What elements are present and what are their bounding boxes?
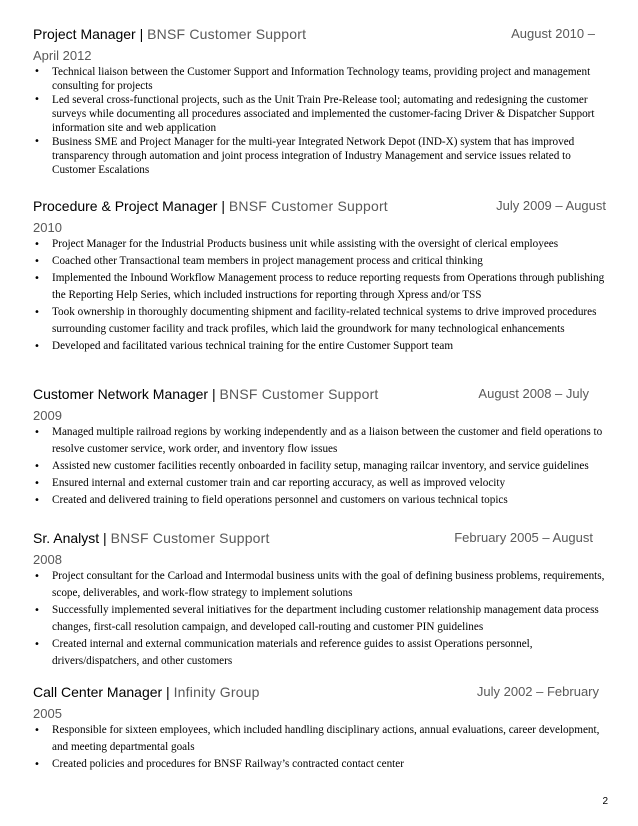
job-date-start: August 2010 –: [511, 26, 595, 41]
job-company: BNSF Customer Support: [219, 386, 379, 402]
job-date-start: February 2005 – August: [454, 530, 593, 545]
job-role: Project Manager: [33, 26, 136, 42]
job-header: [33, 530, 593, 550]
job-title: [33, 198, 388, 214]
job-entry-procedure-project-manager: [33, 198, 606, 355]
job-entry-customer-network-manager: [33, 386, 603, 509]
job-header: [33, 26, 595, 46]
job-company: Infinity Group: [173, 684, 260, 700]
job-date-end: 2010: [33, 220, 62, 235]
job-bullet: • Project consultant for the Carload and Intermodal business units with the goal of defining business problems, requirements, scope, deliverables, and work-flow strategy to implement solutions: [33, 568, 607, 602]
job-bullet: • Managed multiple railroad regions by working independently and as a liaison between the customer and field operations to resolve customer service, work order, and inventory flow issues: [33, 424, 607, 458]
job-role: Customer Network Manager: [33, 386, 209, 402]
title-separator: |: [217, 198, 229, 214]
job-entry-sr-analyst: [33, 530, 605, 670]
job-role: Procedure & Project Manager: [33, 198, 218, 214]
title-separator: |: [162, 684, 174, 700]
job-bullet-list: [33, 236, 607, 355]
job-company: BNSF Customer Support: [110, 530, 270, 546]
job-bullet: • Led several cross-functional projects, such as the Unit Train Pre-Release tool; automating and redesigning the customer surveys while documenting all procedures associated and implemented the customer-facing Driver & Dispatcher Support information site and web application: [33, 93, 607, 135]
job-bullet: • Assisted new customer facilities recently onboarded in facility setup, managing railcar inventory, and service guidelines: [33, 458, 607, 475]
job-bullet: • Implemented the Inbound Workflow Management process to reduce reporting requests from Operations through publishing the Reporting Help Series, which included instructions for reporting through Xpress and/or TSS: [33, 270, 607, 304]
job-date-start: August 2008 – July: [478, 386, 589, 401]
job-bullet-list: [33, 65, 607, 177]
job-header: [33, 198, 606, 218]
job-bullet: • Created internal and external communication materials and reference guides to assist Operations personnel, drivers/dispatchers, and other customers: [33, 636, 607, 670]
job-bullet: • Technical liaison between the Customer Support and Information Technology teams, providing project and management consulting for projects: [33, 65, 607, 93]
page-number: 2: [602, 796, 608, 807]
job-bullet-list: [33, 568, 607, 670]
job-bullet: • Developed and facilitated various technical training for the entire Customer Support team: [33, 338, 607, 355]
job-company: BNSF Customer Support: [228, 198, 388, 214]
job-date-end: 2005: [33, 706, 62, 721]
job-date-start: July 2009 – August: [496, 198, 606, 213]
job-date-end: 2009: [33, 408, 62, 423]
job-date-end: April 2012: [33, 48, 92, 63]
job-bullet: • Project Manager for the Industrial Products business unit while assisting with the oversight of clerical employees: [33, 236, 607, 253]
job-bullet: • Responsible for sixteen employees, which included handling disciplinary actions, annual evaluations, career development, and meeting departmental goals: [33, 722, 607, 756]
job-company: BNSF Customer Support: [147, 26, 307, 42]
job-header: [33, 684, 599, 704]
job-bullet-list: [33, 424, 607, 509]
title-separator: |: [99, 530, 111, 546]
job-title: [33, 386, 379, 402]
job-role: Call Center Manager: [33, 684, 163, 700]
job-title: [33, 530, 270, 546]
job-entry-project-manager: [33, 26, 595, 177]
job-header: [33, 386, 589, 406]
job-bullet: • Coached other Transactional team members in project management process and critical thinking: [33, 253, 607, 270]
job-date-end: 2008: [33, 552, 62, 567]
job-date-start: July 2002 – February: [476, 684, 599, 699]
job-title: [33, 26, 306, 42]
job-bullet: • Ensured internal and external customer train and car reporting accuracy, as well as improved velocity: [33, 475, 607, 492]
job-title: [33, 684, 260, 700]
title-separator: |: [208, 386, 220, 402]
job-bullet: • Created policies and procedures for BNSF Railway’s contracted contact center: [33, 756, 607, 773]
job-bullet: • Business SME and Project Manager for the multi-year Integrated Network Depot (IND-X) system that has improved transparency through automation and joint process integration of Industry Management and service issues related to Customer Escalations: [33, 135, 607, 177]
job-entry-call-center-manager: [33, 684, 599, 773]
title-separator: |: [135, 26, 148, 42]
job-bullet: • Created and delivered training to field operations personnel and customers on various technical topics: [33, 492, 607, 509]
job-role: Sr. Analyst: [33, 530, 100, 546]
job-bullet-list: [33, 722, 607, 773]
job-bullet: • Successfully implemented several initiatives for the department including customer relationship management data process changes, first-call resolution campaign, and developed call-routing and customer PIN guidelines: [33, 602, 607, 636]
job-bullet: • Took ownership in thoroughly documenting shipment and facility-related technical systems to drive improved procedures surrounding customer facility and track profiles, which laid the groundwork for many technological enhancements: [33, 304, 607, 338]
